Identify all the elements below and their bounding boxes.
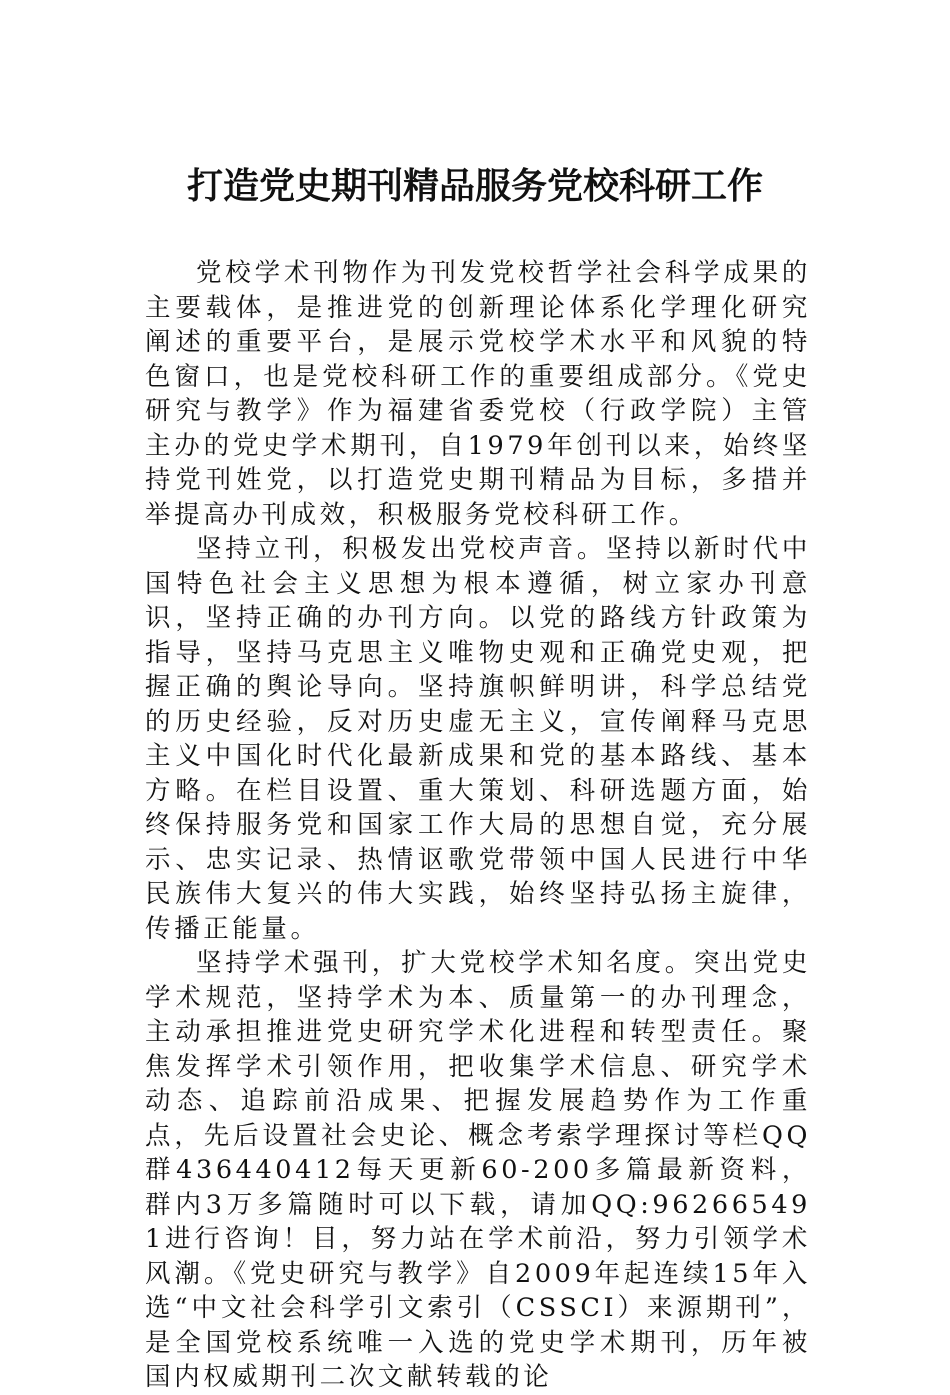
paragraph-academic: 坚持学术强刊，扩大党校学术知名度。突出党史学术规范，坚持学术为本、质量第一的办刊理念，主动承担推进党史研究学术化进程和转型责任。聚焦发挥学术引领作用，把收集学术信息、研究学术动态、追踪前沿成果、把握发展趋势作为工作重点，先后设置社会史论、概念考索学理探讨等栏QQ群436440412每天更新60-200多篇最新资料，群内3万多篇随时可以下载，请加QQ:962665491进行咨询！目，努力站在学术前沿，努力引领学术风潮。《党史研究与教学》自2009年起连续15年入选“中文社会科学引文索引（CSSCI）来源期刊”，是全国党校系统唯一入选的党史学术期刊，历年被国内权威期刊二次文献转载的论 — [145, 948, 811, 1392]
document-body — [145, 256, 811, 1395]
paragraph-politics: 坚持立刊，积极发出党校声音。坚持以新时代中国特色社会主义思想为根本遵循，树立家办刊意识，坚持正确的办刊方向。以党的路线方针政策为指导，坚持马克思主义唯物史观和正确党史观，把握正确的舆论导向。坚持旗帜鲜明讲，科学总结党的历史经验，反对历史虚无主义，宣传阐释马克思主义中国化时代化最新成果和党的基本路线、基本方略。在栏目设置、重大策划、科研选题方面，始终保持服务党和国家工作大局的思想自觉，充分展示、忠实记录、热情讴歌党带领中国人民进行中华民族伟大复兴的伟大实践，始终坚持弘扬主旋律，传播正能量。 — [145, 534, 811, 944]
paragraph-intro: 党校学术刊物作为刊发党校哲学社会科学成果的主要载体，是推进党的创新理论体系化学理化研究阐述的重要平台，是展示党校学术水平和风貌的特色窗口，也是党校科研工作的重要组成部分。《党史研究与教学》作为福建省委党校（行政学院）主管主办的党史学术期刊，自1979年创刊以来，始终坚持党刊姓党，以打造党史期刊精品为目标，多措并举提高办刊成效，积极服务党校科研工作。 — [145, 258, 811, 530]
document-title: 打造党史期刊精品服务党校科研工作 — [186, 165, 763, 207]
